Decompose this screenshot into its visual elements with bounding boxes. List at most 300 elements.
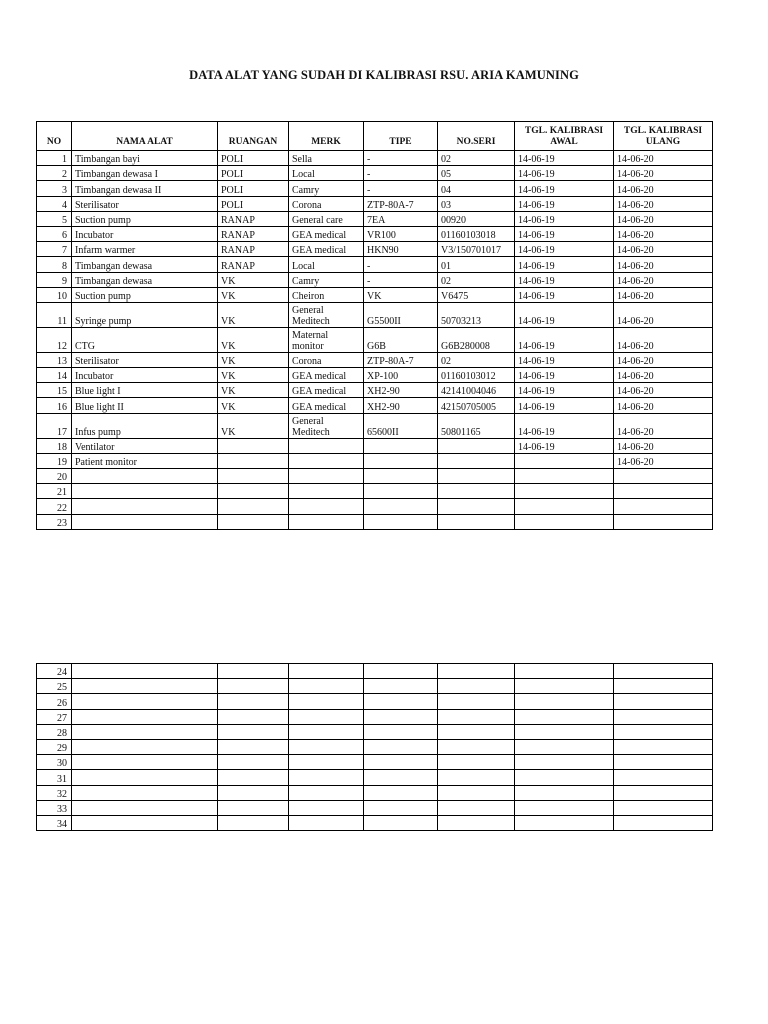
cell-noseri <box>438 469 515 484</box>
cell-tgl-awal: 14-06-19 <box>515 438 614 453</box>
cell-tipe: - <box>364 257 438 272</box>
header-nama-alat: NAMA ALAT <box>72 122 218 151</box>
cell-nama-alat <box>72 785 218 800</box>
cell-ruangan <box>218 739 289 754</box>
cell-no: 16 <box>37 398 72 413</box>
cell-nama-alat <box>72 815 218 830</box>
cell-tgl-awal: 14-06-19 <box>515 226 614 241</box>
header-tgl-awal: TGL. KALIBRASI AWAL <box>515 122 614 151</box>
cell-merk <box>289 469 364 484</box>
cell-noseri <box>438 709 515 724</box>
cell-tgl-awal: 14-06-19 <box>515 211 614 226</box>
cell-tgl-awal: 14-06-19 <box>515 151 614 166</box>
cell-merk: GEA medical <box>289 368 364 383</box>
cell-tgl-ulang <box>614 694 713 709</box>
cell-tipe: 65600II <box>364 413 438 438</box>
table-row <box>37 352 713 367</box>
cell-noseri: 50801165 <box>438 413 515 438</box>
cell-tgl-awal <box>515 499 614 514</box>
cell-tgl-ulang <box>614 755 713 770</box>
cell-tgl-ulang: 14-06-20 <box>614 287 713 302</box>
cell-no: 24 <box>37 664 72 679</box>
table-row <box>37 196 713 211</box>
cell-nama-alat <box>72 724 218 739</box>
cell-noseri: 50703213 <box>438 302 515 327</box>
cell-merk <box>289 785 364 800</box>
cell-ruangan <box>218 679 289 694</box>
cell-merk: General Meditech <box>289 302 364 327</box>
cell-noseri <box>438 484 515 499</box>
cell-no: 25 <box>37 679 72 694</box>
cell-noseri: 04 <box>438 181 515 196</box>
cell-merk <box>289 694 364 709</box>
cell-no: 26 <box>37 694 72 709</box>
cell-no: 2 <box>37 166 72 181</box>
cell-noseri: 42141004046 <box>438 383 515 398</box>
cell-noseri <box>438 739 515 754</box>
header-no: NO <box>37 122 72 151</box>
cell-tgl-awal: 14-06-19 <box>515 196 614 211</box>
cell-merk <box>289 724 364 739</box>
cell-nama-alat: Infarm warmer <box>72 242 218 257</box>
cell-nama-alat <box>72 679 218 694</box>
cell-tgl-ulang: 14-06-20 <box>614 226 713 241</box>
cell-tgl-ulang <box>614 785 713 800</box>
cell-noseri <box>438 770 515 785</box>
cell-nama-alat: Patient monitor <box>72 453 218 468</box>
cell-nama-alat: Suction pump <box>72 287 218 302</box>
cell-noseri: V3/150701017 <box>438 242 515 257</box>
cell-merk: General Meditech <box>289 413 364 438</box>
cell-tipe: G6B <box>364 327 438 352</box>
table-row <box>37 413 713 438</box>
cell-tipe: XH2-90 <box>364 398 438 413</box>
table-row <box>37 453 713 468</box>
cell-tipe: - <box>364 151 438 166</box>
cell-tgl-awal <box>515 800 614 815</box>
cell-ruangan: RANAP <box>218 242 289 257</box>
cell-tipe: VK <box>364 287 438 302</box>
cell-nama-alat <box>72 739 218 754</box>
cell-tgl-awal: 14-06-19 <box>515 302 614 327</box>
cell-noseri: 02 <box>438 352 515 367</box>
cell-noseri: G6B280008 <box>438 327 515 352</box>
cell-tgl-ulang <box>614 484 713 499</box>
cell-merk <box>289 739 364 754</box>
cell-nama-alat <box>72 499 218 514</box>
header-ruangan: RUANGAN <box>218 122 289 151</box>
table-row <box>37 368 713 383</box>
cell-nama-alat <box>72 755 218 770</box>
cell-no: 12 <box>37 327 72 352</box>
cell-tipe: - <box>364 272 438 287</box>
cell-ruangan: VK <box>218 287 289 302</box>
table-row <box>37 499 713 514</box>
cell-no: 34 <box>37 815 72 830</box>
cell-tgl-awal <box>515 739 614 754</box>
cell-ruangan <box>218 755 289 770</box>
cell-tipe <box>364 694 438 709</box>
table-row <box>37 226 713 241</box>
cell-merk: Local <box>289 166 364 181</box>
cell-tipe <box>364 679 438 694</box>
cell-tgl-ulang: 14-06-20 <box>614 181 713 196</box>
document-title: DATA ALAT YANG SUDAH DI KALIBRASI RSU. ARIA KAMUNING <box>189 68 579 82</box>
cell-merk: Corona <box>289 196 364 211</box>
cell-no: 30 <box>37 755 72 770</box>
cell-nama-alat: Sterilisator <box>72 196 218 211</box>
cell-tipe <box>364 800 438 815</box>
cell-ruangan: POLI <box>218 166 289 181</box>
cell-noseri: 42150705005 <box>438 398 515 413</box>
cell-tipe: - <box>364 181 438 196</box>
cell-merk: GEA medical <box>289 242 364 257</box>
cell-nama-alat: Infus pump <box>72 413 218 438</box>
cell-no: 31 <box>37 770 72 785</box>
table-row <box>37 302 713 327</box>
cell-tgl-awal <box>515 709 614 724</box>
cell-ruangan: VK <box>218 302 289 327</box>
table-row <box>37 739 713 754</box>
cell-ruangan <box>218 694 289 709</box>
cell-tgl-awal: 14-06-19 <box>515 383 614 398</box>
cell-tgl-ulang: 14-06-20 <box>614 196 713 211</box>
cell-tgl-ulang: 14-06-20 <box>614 453 713 468</box>
cell-tgl-awal <box>515 694 614 709</box>
header-merk: MERK <box>289 122 364 151</box>
cell-no: 7 <box>37 242 72 257</box>
cell-tgl-awal: 14-06-19 <box>515 272 614 287</box>
cell-tipe: VR100 <box>364 226 438 241</box>
cell-ruangan: VK <box>218 327 289 352</box>
cell-ruangan <box>218 815 289 830</box>
cell-tipe: XH2-90 <box>364 383 438 398</box>
cell-tgl-awal <box>515 770 614 785</box>
cell-ruangan <box>218 438 289 453</box>
table-row <box>37 724 713 739</box>
cell-tipe: 7EA <box>364 211 438 226</box>
cell-nama-alat <box>72 770 218 785</box>
cell-nama-alat: Incubator <box>72 226 218 241</box>
cell-merk <box>289 770 364 785</box>
cell-ruangan: VK <box>218 413 289 438</box>
cell-tgl-ulang: 14-06-20 <box>614 383 713 398</box>
cell-no: 4 <box>37 196 72 211</box>
cell-ruangan <box>218 800 289 815</box>
table-row <box>37 327 713 352</box>
cell-tgl-ulang: 14-06-20 <box>614 413 713 438</box>
cell-tgl-awal <box>515 514 614 529</box>
cell-tgl-awal: 14-06-19 <box>515 166 614 181</box>
cell-no: 33 <box>37 800 72 815</box>
calibration-table-continued <box>36 663 713 831</box>
cell-ruangan: VK <box>218 383 289 398</box>
cell-merk: Corona <box>289 352 364 367</box>
cell-nama-alat: Blue light II <box>72 398 218 413</box>
cell-tipe <box>364 815 438 830</box>
cell-no: 20 <box>37 469 72 484</box>
cell-nama-alat: Blue light I <box>72 383 218 398</box>
cell-merk <box>289 664 364 679</box>
cell-no: 32 <box>37 785 72 800</box>
cell-noseri <box>438 815 515 830</box>
cell-ruangan <box>218 770 289 785</box>
cell-tgl-awal <box>515 724 614 739</box>
cell-merk <box>289 453 364 468</box>
header-noseri: NO.SERI <box>438 122 515 151</box>
cell-tipe <box>364 469 438 484</box>
cell-no: 11 <box>37 302 72 327</box>
cell-tgl-ulang <box>614 679 713 694</box>
cell-tipe <box>364 453 438 468</box>
cell-merk: GEA medical <box>289 383 364 398</box>
cell-noseri: 01160103012 <box>438 368 515 383</box>
cell-no: 15 <box>37 383 72 398</box>
cell-ruangan: POLI <box>218 151 289 166</box>
cell-ruangan <box>218 664 289 679</box>
table-row <box>37 679 713 694</box>
cell-tipe: - <box>364 166 438 181</box>
cell-nama-alat: CTG <box>72 327 218 352</box>
cell-tgl-ulang: 14-06-20 <box>614 352 713 367</box>
cell-no: 28 <box>37 724 72 739</box>
cell-tgl-ulang: 14-06-20 <box>614 166 713 181</box>
cell-noseri <box>438 514 515 529</box>
cell-tgl-awal: 14-06-19 <box>515 368 614 383</box>
cell-noseri <box>438 438 515 453</box>
table-row <box>37 755 713 770</box>
cell-nama-alat <box>72 469 218 484</box>
cell-tgl-awal <box>515 664 614 679</box>
cell-merk: GEA medical <box>289 398 364 413</box>
cell-noseri: 02 <box>438 272 515 287</box>
cell-merk <box>289 755 364 770</box>
cell-no: 1 <box>37 151 72 166</box>
cell-tipe <box>364 724 438 739</box>
cell-nama-alat: Incubator <box>72 368 218 383</box>
cell-no: 3 <box>37 181 72 196</box>
cell-noseri: V6475 <box>438 287 515 302</box>
cell-tgl-awal: 14-06-19 <box>515 352 614 367</box>
table-row <box>37 815 713 830</box>
cell-tgl-ulang: 14-06-20 <box>614 398 713 413</box>
table-row <box>37 469 713 484</box>
table-row <box>37 514 713 529</box>
cell-merk: Cheiron <box>289 287 364 302</box>
cell-merk <box>289 484 364 499</box>
cell-ruangan <box>218 469 289 484</box>
cell-noseri: 02 <box>438 151 515 166</box>
cell-tipe <box>364 438 438 453</box>
cell-merk <box>289 679 364 694</box>
table-row <box>37 694 713 709</box>
cell-tgl-awal: 14-06-19 <box>515 398 614 413</box>
cell-tipe <box>364 484 438 499</box>
cell-ruangan <box>218 499 289 514</box>
cell-merk: Camry <box>289 181 364 196</box>
cell-tgl-awal <box>515 469 614 484</box>
cell-ruangan: VK <box>218 272 289 287</box>
cell-ruangan: VK <box>218 368 289 383</box>
table-body-continued <box>37 664 713 831</box>
cell-noseri: 03 <box>438 196 515 211</box>
table-row <box>37 785 713 800</box>
cell-nama-alat <box>72 694 218 709</box>
cell-noseri: 01160103018 <box>438 226 515 241</box>
cell-no: 8 <box>37 257 72 272</box>
cell-tipe: ZTP-80A-7 <box>364 196 438 211</box>
cell-tgl-awal: 14-06-19 <box>515 181 614 196</box>
table-row <box>37 383 713 398</box>
cell-ruangan <box>218 785 289 800</box>
cell-tipe <box>364 739 438 754</box>
cell-nama-alat <box>72 800 218 815</box>
cell-noseri <box>438 694 515 709</box>
cell-merk <box>289 438 364 453</box>
cell-tipe <box>364 514 438 529</box>
cell-noseri <box>438 664 515 679</box>
cell-tgl-awal: 14-06-19 <box>515 327 614 352</box>
cell-tipe: XP-100 <box>364 368 438 383</box>
cell-tgl-ulang <box>614 815 713 830</box>
table-row <box>37 166 713 181</box>
cell-ruangan <box>218 514 289 529</box>
table-row <box>37 770 713 785</box>
cell-nama-alat <box>72 484 218 499</box>
cell-merk <box>289 499 364 514</box>
cell-tgl-ulang: 14-06-20 <box>614 327 713 352</box>
cell-noseri: 05 <box>438 166 515 181</box>
table-row <box>37 800 713 815</box>
cell-tgl-awal <box>515 453 614 468</box>
cell-ruangan <box>218 724 289 739</box>
cell-noseri <box>438 499 515 514</box>
cell-tgl-awal <box>515 815 614 830</box>
cell-ruangan: RANAP <box>218 257 289 272</box>
cell-nama-alat <box>72 514 218 529</box>
cell-tgl-awal <box>515 679 614 694</box>
table-row <box>37 211 713 226</box>
table-header-row <box>37 122 713 151</box>
cell-ruangan: RANAP <box>218 226 289 241</box>
cell-tgl-ulang: 14-06-20 <box>614 438 713 453</box>
calibration-table <box>36 121 713 530</box>
cell-tipe: ZTP-80A-7 <box>364 352 438 367</box>
cell-merk: GEA medical <box>289 226 364 241</box>
table-row <box>37 484 713 499</box>
table-row <box>37 181 713 196</box>
cell-no: 22 <box>37 499 72 514</box>
cell-noseri: 00920 <box>438 211 515 226</box>
cell-no: 19 <box>37 453 72 468</box>
table-row <box>37 242 713 257</box>
table-row <box>37 438 713 453</box>
cell-no: 27 <box>37 709 72 724</box>
table-row <box>37 287 713 302</box>
table-row <box>37 709 713 724</box>
cell-no: 21 <box>37 484 72 499</box>
cell-noseri <box>438 800 515 815</box>
cell-no: 23 <box>37 514 72 529</box>
cell-nama-alat: Timbangan bayi <box>72 151 218 166</box>
cell-tgl-ulang <box>614 709 713 724</box>
cell-tgl-ulang: 14-06-20 <box>614 211 713 226</box>
cell-nama-alat: Timbangan dewasa I <box>72 166 218 181</box>
cell-merk: Sella <box>289 151 364 166</box>
cell-no: 14 <box>37 368 72 383</box>
table-row <box>37 257 713 272</box>
cell-ruangan <box>218 484 289 499</box>
cell-noseri: 01 <box>438 257 515 272</box>
cell-tipe: G5500II <box>364 302 438 327</box>
cell-tgl-ulang <box>614 469 713 484</box>
cell-nama-alat <box>72 664 218 679</box>
header-tgl-ulang: TGL. KALIBRASI ULANG <box>614 122 713 151</box>
cell-ruangan: POLI <box>218 196 289 211</box>
cell-merk: Maternal monitor <box>289 327 364 352</box>
cell-no: 5 <box>37 211 72 226</box>
cell-merk <box>289 800 364 815</box>
cell-nama-alat: Timbangan dewasa <box>72 272 218 287</box>
cell-tipe <box>364 499 438 514</box>
cell-nama-alat <box>72 709 218 724</box>
cell-merk <box>289 514 364 529</box>
cell-tgl-awal <box>515 785 614 800</box>
cell-ruangan: RANAP <box>218 211 289 226</box>
cell-tipe <box>364 785 438 800</box>
cell-tgl-ulang: 14-06-20 <box>614 272 713 287</box>
cell-no: 6 <box>37 226 72 241</box>
table-row <box>37 398 713 413</box>
cell-tgl-ulang <box>614 724 713 739</box>
cell-merk: General care <box>289 211 364 226</box>
cell-no: 10 <box>37 287 72 302</box>
cell-tgl-awal: 14-06-19 <box>515 287 614 302</box>
cell-ruangan: VK <box>218 398 289 413</box>
cell-nama-alat: Sterilisator <box>72 352 218 367</box>
cell-noseri <box>438 785 515 800</box>
cell-tgl-ulang: 14-06-20 <box>614 302 713 327</box>
cell-tipe <box>364 709 438 724</box>
cell-no: 9 <box>37 272 72 287</box>
table-body <box>37 151 713 530</box>
cell-no: 13 <box>37 352 72 367</box>
table-row <box>37 272 713 287</box>
cell-nama-alat: Ventilator <box>72 438 218 453</box>
cell-tipe <box>364 755 438 770</box>
cell-no: 29 <box>37 739 72 754</box>
table-row <box>37 151 713 166</box>
cell-tgl-awal: 14-06-19 <box>515 413 614 438</box>
cell-noseri <box>438 724 515 739</box>
cell-tgl-ulang <box>614 664 713 679</box>
cell-tgl-awal <box>515 484 614 499</box>
cell-noseri <box>438 679 515 694</box>
cell-tgl-ulang <box>614 499 713 514</box>
cell-noseri <box>438 755 515 770</box>
cell-nama-alat: Syringe pump <box>72 302 218 327</box>
cell-merk: Local <box>289 257 364 272</box>
cell-nama-alat: Timbangan dewasa <box>72 257 218 272</box>
cell-tgl-ulang <box>614 514 713 529</box>
cell-tgl-ulang: 14-06-20 <box>614 151 713 166</box>
cell-merk <box>289 815 364 830</box>
header-tipe: TIPE <box>364 122 438 151</box>
cell-tipe <box>364 770 438 785</box>
cell-tgl-ulang: 14-06-20 <box>614 242 713 257</box>
cell-ruangan <box>218 453 289 468</box>
cell-ruangan: POLI <box>218 181 289 196</box>
